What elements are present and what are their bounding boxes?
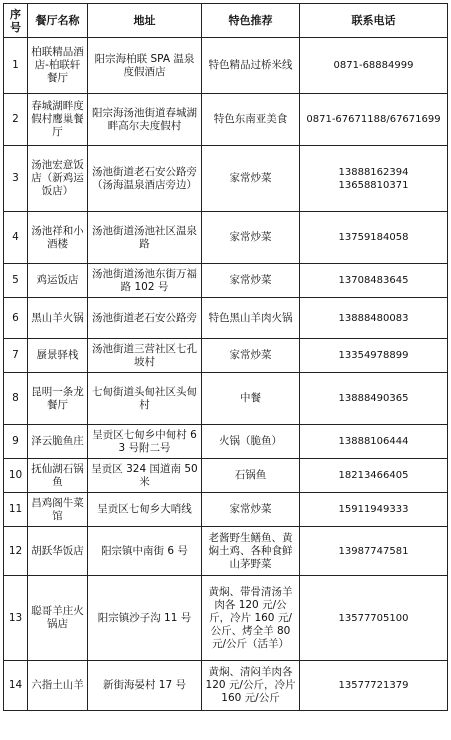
restaurant-phone: 13577705100: [300, 576, 448, 661]
restaurant-feature: 家常炒菜: [202, 339, 300, 373]
table-row: [4, 661, 448, 711]
row-number: 9: [4, 425, 28, 459]
table-row: [4, 146, 448, 212]
restaurant-name: 昆明一条龙餐厅: [28, 373, 88, 425]
restaurant-address: 呈贡区 324 国道南 50 米: [88, 459, 202, 493]
restaurant-name: 胡跃华饭店: [28, 527, 88, 576]
restaurant-name: 汤池祥和小酒楼: [28, 212, 88, 264]
header-name: 餐厅名称: [28, 4, 88, 38]
restaurant-feature: 家常炒菜: [202, 493, 300, 527]
row-number: 6: [4, 298, 28, 339]
table-row: [4, 94, 448, 146]
row-number: 5: [4, 264, 28, 298]
table-row: [4, 212, 448, 264]
restaurant-address: 汤池街道汤池东街万福路 102 号: [88, 264, 202, 298]
row-number: 13: [4, 576, 28, 661]
table-row: [4, 459, 448, 493]
table-row: [4, 493, 448, 527]
restaurant-address: 七甸街道头甸社区头甸村: [88, 373, 202, 425]
restaurant-phone: 15911949333: [300, 493, 448, 527]
table-row: [4, 298, 448, 339]
restaurant-address: 汤池街道汤池社区温泉路: [88, 212, 202, 264]
row-number: 2: [4, 94, 28, 146]
restaurant-phone: 18213466405: [300, 459, 448, 493]
restaurant-address: 呈贡区七甸乡大哨线: [88, 493, 202, 527]
row-number: 3: [4, 146, 28, 212]
restaurant-feature: 黄焖、清闷羊肉各 120 元/公斤，冷片 160 元/公斤: [202, 661, 300, 711]
table-row: [4, 38, 448, 94]
restaurant-table: [3, 3, 448, 711]
restaurant-feature: 老酱野生鳝鱼、黄焖土鸡、各种食鲜山茅野菜: [202, 527, 300, 576]
restaurant-phone: 13888106444: [300, 425, 448, 459]
row-number: 4: [4, 212, 28, 264]
row-number: 7: [4, 339, 28, 373]
restaurant-phone: 13987747581: [300, 527, 448, 576]
table-row: [4, 576, 448, 661]
restaurant-phone: 13577721379: [300, 661, 448, 711]
restaurant-phone: 13888490365: [300, 373, 448, 425]
table-body: [4, 38, 448, 711]
restaurant-feature: 特色东南亚美食: [202, 94, 300, 146]
restaurant-name: 六指土山羊: [28, 661, 88, 711]
restaurant-phone: 13888162394 13658810371: [300, 146, 448, 212]
row-number: 12: [4, 527, 28, 576]
restaurant-address: 汤池街道老石安公路旁: [88, 298, 202, 339]
restaurant-name: 蜃景驿栈: [28, 339, 88, 373]
restaurant-phone: 0871-67671188/67671699: [300, 94, 448, 146]
restaurant-address: 阳宗海柏联 SPA 温泉度假酒店: [88, 38, 202, 94]
restaurant-feature: 中餐: [202, 373, 300, 425]
restaurant-feature: 特色黑山羊肉火锅: [202, 298, 300, 339]
row-number: 10: [4, 459, 28, 493]
restaurant-feature: 石锅鱼: [202, 459, 300, 493]
restaurant-address: 新街海晏村 17 号: [88, 661, 202, 711]
restaurant-phone: 13708483645: [300, 264, 448, 298]
table-row: [4, 527, 448, 576]
header-number: 序号: [4, 4, 28, 38]
restaurant-name: 春城湖畔度假村鹰巢餐厅: [28, 94, 88, 146]
restaurant-name: 昌鸡阁牛菜馆: [28, 493, 88, 527]
restaurant-name: 黑山羊火锅: [28, 298, 88, 339]
restaurant-feature: 家常炒菜: [202, 212, 300, 264]
restaurant-name: 鸡运饭店: [28, 264, 88, 298]
table-header: [4, 4, 448, 38]
row-number: 14: [4, 661, 28, 711]
restaurant-address: 阳宗海汤池街道春城湖畔高尔夫度假村: [88, 94, 202, 146]
restaurant-phone: 13354978899: [300, 339, 448, 373]
header-address: 地址: [88, 4, 202, 38]
table-row: [4, 425, 448, 459]
restaurant-name: 柏联精品酒店-柏联轩餐厅: [28, 38, 88, 94]
restaurant-name: 抚仙湖石锅鱼: [28, 459, 88, 493]
header-phone: 联系电话: [300, 4, 448, 38]
restaurant-name: 泽云脆鱼庄: [28, 425, 88, 459]
restaurant-name: 汤池宏意饭店（新鸡运饭店）: [28, 146, 88, 212]
restaurant-phone: 13759184058: [300, 212, 448, 264]
restaurant-address: 呈贡区七甸乡中甸村 63 号附二号: [88, 425, 202, 459]
restaurant-feature: 家常炒菜: [202, 264, 300, 298]
restaurant-feature: 黄焖、带骨清汤羊肉各 120 元/公斤，冷片 160 元/公斤、烤全羊 80 元/公斤（活羊）: [202, 576, 300, 661]
row-number: 1: [4, 38, 28, 94]
restaurant-address: 阳宗镇沙子沟 11 号: [88, 576, 202, 661]
table-row: [4, 373, 448, 425]
table-row: [4, 264, 448, 298]
restaurant-address: 汤池街道老石安公路旁（汤海温泉酒店旁边）: [88, 146, 202, 212]
restaurant-feature: 家常炒菜: [202, 146, 300, 212]
row-number: 11: [4, 493, 28, 527]
restaurant-phone: 13888480083: [300, 298, 448, 339]
restaurant-address: 汤池街道三营社区七孔坡村: [88, 339, 202, 373]
row-number: 8: [4, 373, 28, 425]
restaurant-feature: 特色精品过桥米线: [202, 38, 300, 94]
restaurant-name: 聪哥羊庄火锅店: [28, 576, 88, 661]
restaurant-phone: 0871-68884999: [300, 38, 448, 94]
restaurant-address: 阳宗镇中南街 6 号: [88, 527, 202, 576]
header-feature: 特色推荐: [202, 4, 300, 38]
restaurant-feature: 火锅（脆鱼）: [202, 425, 300, 459]
table-row: [4, 339, 448, 373]
